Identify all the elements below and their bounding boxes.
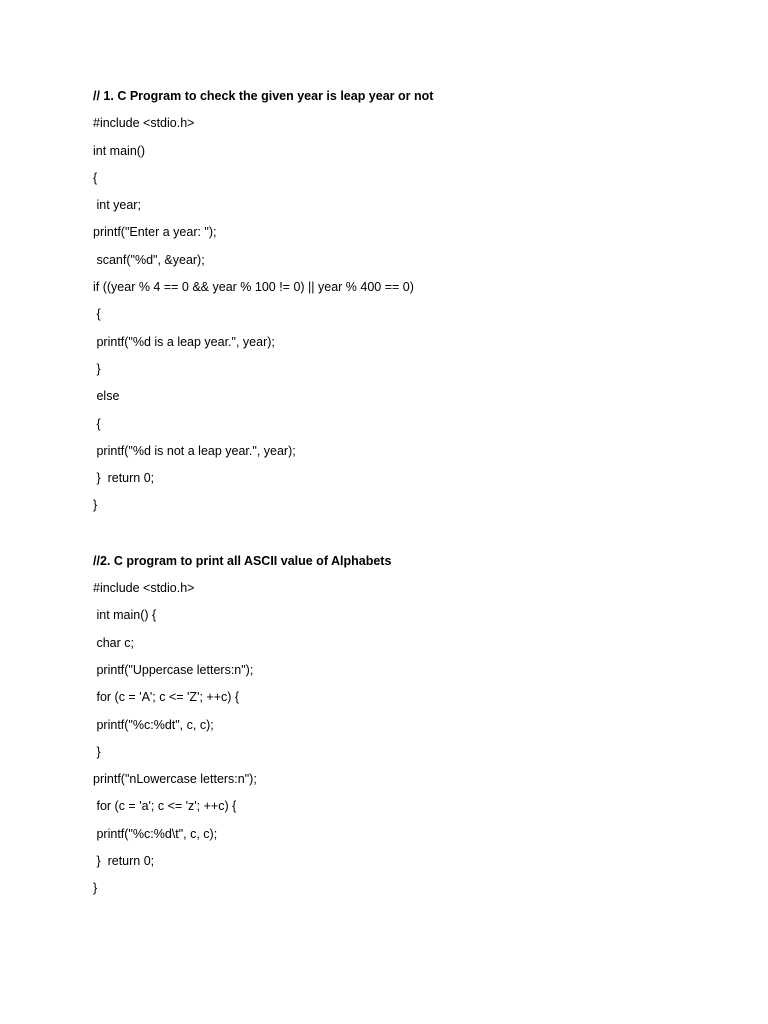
code-line: int main() bbox=[93, 143, 146, 158]
code-line: for (c = 'A'; c <= 'Z'; ++c) { bbox=[93, 690, 240, 705]
code-line: #include <stdio.h> bbox=[93, 116, 195, 131]
code-line: } return 0; bbox=[93, 854, 155, 869]
section-heading: //2. C program to print all ASCII value of Alphabets bbox=[93, 553, 392, 568]
code-section-ascii-values bbox=[93, 551, 713, 906]
section-spacer bbox=[93, 523, 713, 551]
code-line: printf("%d is a leap year.", year); bbox=[93, 334, 275, 349]
code-line: { bbox=[93, 170, 98, 185]
code-line: printf("%d is not a leap year.", year); bbox=[93, 443, 296, 458]
code-line: { bbox=[93, 307, 101, 322]
code-line: } return 0; bbox=[93, 471, 155, 486]
code-line: { bbox=[93, 416, 101, 431]
code-line: for (c = 'a'; c <= 'z'; ++c) { bbox=[93, 799, 237, 814]
code-line: printf("Uppercase letters:n"); bbox=[93, 662, 254, 677]
code-line: else bbox=[93, 389, 120, 404]
code-line: int year; bbox=[93, 198, 141, 213]
code-line: scanf("%d", &year); bbox=[93, 252, 205, 267]
code-line: } bbox=[93, 498, 98, 513]
code-line: printf("nLowercase letters:n"); bbox=[93, 772, 257, 787]
code-line: char c; bbox=[93, 635, 134, 650]
code-line: printf("%c:%d\t", c, c); bbox=[93, 826, 218, 841]
code-line: } bbox=[93, 744, 101, 759]
document-body bbox=[93, 86, 713, 906]
code-section-leap-year bbox=[93, 86, 713, 523]
code-line: #include <stdio.h> bbox=[93, 581, 195, 596]
section-heading: // 1. C Program to check the given year is leap year or not bbox=[93, 89, 434, 103]
code-line: } bbox=[93, 881, 98, 896]
code-line: if ((year % 4 == 0 && year % 100 != 0) || year % 400 == 0) bbox=[93, 280, 414, 295]
code-line: } bbox=[93, 361, 101, 376]
code-line: printf("%c:%dt", c, c); bbox=[93, 717, 214, 732]
code-line: printf("Enter a year: "); bbox=[93, 225, 217, 240]
code-line: int main() { bbox=[93, 608, 157, 623]
